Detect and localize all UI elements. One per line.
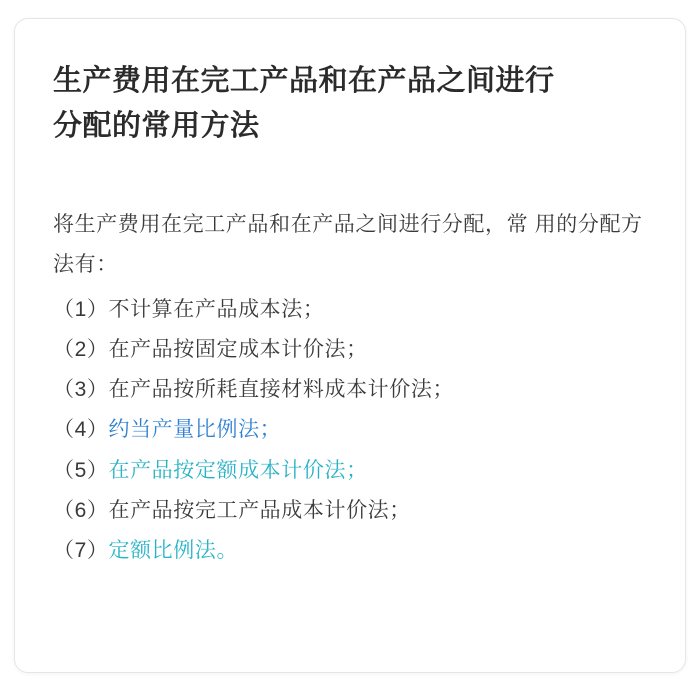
- list-item-text: 在产品按完工产品成本计价法；: [108, 499, 411, 523]
- list-item-marker: （3）: [53, 378, 109, 402]
- methods-list: [53, 290, 647, 572]
- list-item-text: 在产品按所耗直接材料成本计价法；: [108, 378, 455, 402]
- list-item: [53, 370, 647, 410]
- list-item-marker: （2）: [53, 337, 109, 361]
- list-item: [53, 491, 647, 531]
- list-item-marker: （6）: [53, 499, 109, 523]
- page-title: [53, 59, 647, 149]
- intro-line-1: 将生产费用在完工产品和在产品之间进行分配，常: [53, 212, 529, 236]
- list-item-text-highlighted: 约当产量比例法；: [108, 418, 282, 442]
- list-item: [53, 290, 647, 330]
- page-title-line-2: 分配的常用方法: [53, 109, 260, 142]
- list-item-text-highlighted: 在产品按定额成本计价法；: [108, 458, 368, 482]
- list-item-text-highlighted: 定额比例法。: [108, 539, 239, 563]
- list-item-marker: （1）: [53, 297, 109, 321]
- list-item-text: 在产品按固定成本计价法；: [108, 337, 368, 361]
- intro-paragraph: [53, 205, 647, 286]
- intro-line-2: 用的分配方法有：: [53, 212, 643, 277]
- content-card: [14, 18, 686, 673]
- body-content: [53, 205, 647, 572]
- list-item-marker: （5）: [53, 458, 109, 482]
- list-item: [53, 531, 647, 571]
- list-item: [53, 410, 647, 450]
- list-item-text: 不计算在产品成本法；: [108, 297, 325, 321]
- list-item-marker: （4）: [53, 418, 109, 442]
- page-title-line-1: 生产费用在完工产品和在产品之间进行: [53, 65, 555, 97]
- list-item-marker: （7）: [53, 539, 109, 563]
- list-item: [53, 330, 647, 370]
- list-item: [53, 451, 647, 491]
